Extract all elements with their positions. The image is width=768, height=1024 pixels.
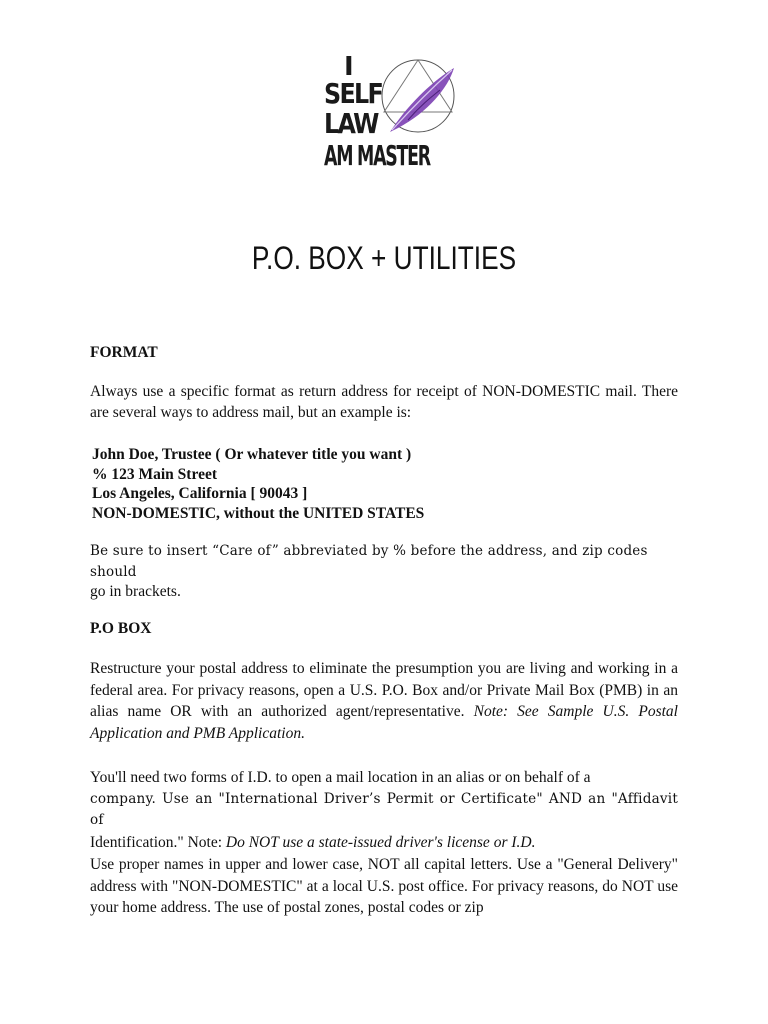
pobox-p2-line-3	[90, 832, 678, 854]
address-line: NON-DOMESTIC, without the UNITED STATES	[92, 504, 425, 522]
pobox-heading: P.O BOX	[90, 620, 152, 637]
format-note	[90, 541, 678, 603]
format-intro: Always use a specific format as return address for receipt of NON-DOMESTIC mail. There are several ways to address mail, but an example is:	[90, 383, 678, 421]
quill-circle-emblem-icon	[368, 54, 464, 150]
logo-line-2: SELF	[324, 77, 383, 110]
address-line: John Doe, Trustee ( Or whatever title you want )	[92, 446, 412, 463]
address-line: % 123 Main Street	[92, 465, 217, 483]
format-note-line-1: Be sure to insert “Care of” abbreviated by % before the address, and zip codes should	[90, 543, 648, 580]
pobox-p1-note: Note: See Sample U.S. Postal Application and PMB Application.	[90, 703, 678, 742]
example-address	[92, 445, 680, 523]
address-line: Los Angeles, California [ 90043 ]	[92, 485, 308, 502]
pobox-paragraph-3: Use proper names in upper and lower case, NOT all capital letters. Use a "General Delivery" address with "NON-DOMESTIC" at a local U.S. post office. For privacy reasons, do NOT use your home address. The use of postal zones, postal codes or zip	[90, 856, 678, 916]
pobox-p1-text: Restructure your postal address to eliminate the presumption you are living and working in a federal area. For privacy reasons, open a U.S. P.O. Box and/or Private Mail Box (PMB) in an alias name OR with an authorized agent/representative.	[90, 660, 678, 720]
pobox-p2-line-1: You'll need two forms of I.D. to open a mail location in an alias or on behalf of a	[90, 769, 591, 786]
pobox-p2-line-2: company. Use an "International Driver’s Permit or Certificate" AND an "Affidavit of	[90, 790, 678, 828]
logo-line-4: AM MASTER	[324, 139, 430, 172]
pobox-paragraph-1	[90, 658, 678, 744]
pobox-p2-line-3-text: Identification." Note:	[90, 833, 226, 851]
format-note-line-2: go in brackets.	[90, 583, 181, 600]
pobox-p2-note: Do NOT use a state-issued driver's license or I.D.	[225, 833, 536, 851]
pobox-paragraph-2	[90, 767, 678, 853]
logo-line-1: I	[344, 52, 352, 82]
page-title: P.O. BOX + UTILITIES	[251, 240, 517, 276]
brand-logo	[320, 52, 452, 182]
logo-line-3: LAW	[324, 107, 378, 140]
format-heading: FORMAT	[90, 344, 158, 361]
